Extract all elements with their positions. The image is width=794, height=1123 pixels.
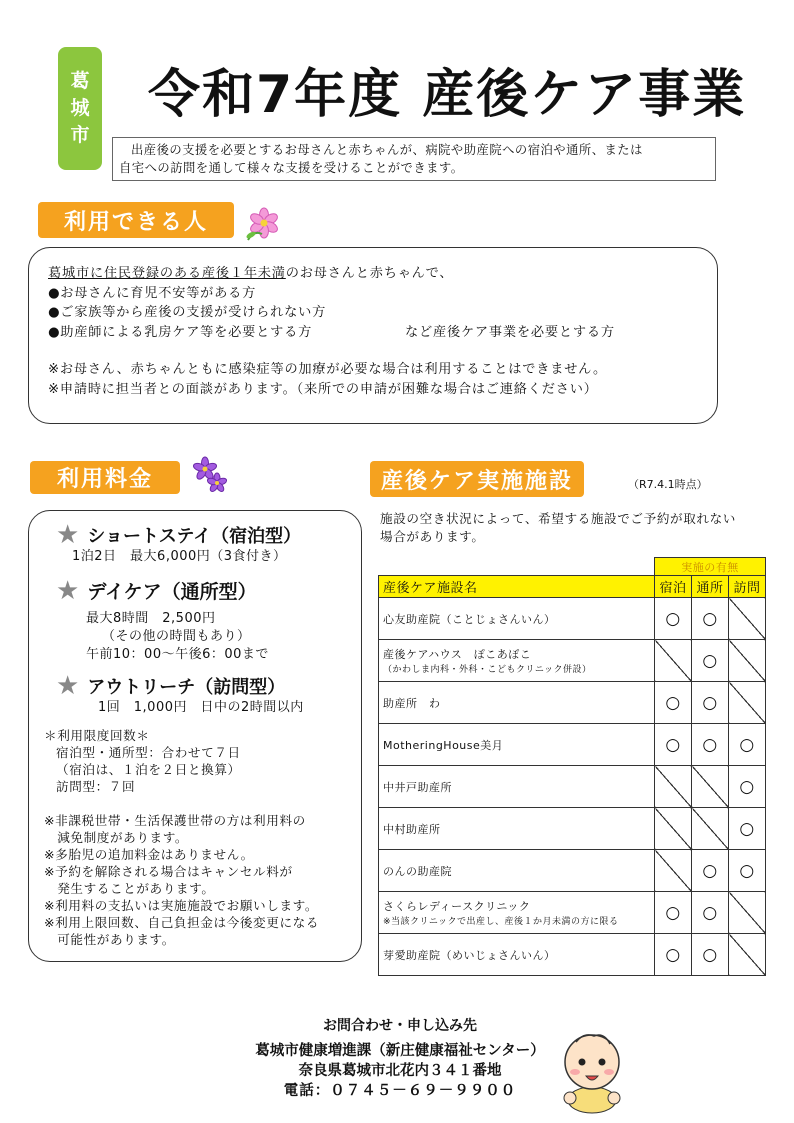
city-char: 市	[70, 124, 90, 146]
availability-day: ○	[692, 892, 729, 934]
star-icon: ★	[56, 671, 80, 701]
contact-dept: 葛城市健康増進課（新庄健康福祉センター）	[255, 1043, 545, 1059]
plan-name: ショートステイ（宿泊型）	[87, 526, 302, 547]
star-icon: ★	[56, 575, 80, 606]
availability-day: ○	[692, 598, 729, 640]
page-title: 令和7年度 産後ケア事業	[148, 65, 747, 125]
group-header: 実施の有無	[655, 558, 766, 576]
availability-visit	[729, 892, 766, 934]
facility-sub: ※当該クリニックで出産し、産後１か月未満の方に限る	[383, 917, 619, 927]
fee-note: 可能性があります。	[44, 932, 175, 947]
facility-name: 芽愛助産院（めいじょさんいん）	[383, 948, 556, 962]
availability-stay	[655, 766, 692, 808]
limit-line: 宿泊型・通所型：合わせて７日	[56, 745, 241, 760]
plan-name: アウトリーチ（訪問型）	[87, 677, 286, 698]
facility-name-cell	[379, 808, 655, 850]
availability-visit: ○	[729, 850, 766, 892]
col-header-name: 産後ケア施設名	[379, 576, 655, 598]
availability-stay: ○	[655, 934, 692, 976]
availability-stay	[655, 808, 692, 850]
eligible-note: ※お母さん、赤ちゃんともに感染症等の加療が必要な場合は利用することはできません。	[48, 362, 607, 377]
fee-note: 減免制度があります。	[44, 830, 189, 845]
availability-day: ○	[692, 934, 729, 976]
table-row	[379, 808, 766, 850]
availability-visit: ○	[729, 766, 766, 808]
col-header-visit: 訪問	[729, 576, 766, 598]
facility-name: 中井戸助産所	[383, 780, 452, 794]
col-header-day: 通所	[692, 576, 729, 598]
limit-title: ＊利用限度回数＊	[44, 728, 150, 743]
as-of-date: （R7.4.1時点）	[628, 478, 708, 491]
availability-visit: ○	[729, 724, 766, 766]
eligible-heading: 利用できる人	[38, 202, 234, 238]
facility-note-line: 場合があります。	[380, 529, 485, 544]
facility-name-cell	[379, 850, 655, 892]
table-row	[379, 934, 766, 976]
eligible-lead	[48, 264, 708, 284]
facility-name-cell	[379, 766, 655, 808]
contact-address: 奈良県葛城市北花内３４１番地	[298, 1063, 502, 1079]
col-header-stay: 宿泊	[655, 576, 692, 598]
availability-day: ○	[692, 724, 729, 766]
availability-stay	[655, 640, 692, 682]
availability-day: ○	[692, 682, 729, 724]
facility-name-cell	[379, 598, 655, 640]
availability-stay: ○	[655, 724, 692, 766]
facility-name-cell	[379, 682, 655, 724]
baby-illustration	[552, 1022, 632, 1114]
table-row	[379, 766, 766, 808]
plan-short-stay	[56, 522, 356, 566]
fee-note: 発生することがあります。	[44, 881, 215, 896]
facilities-heading: 産後ケア実施施設	[370, 461, 584, 497]
facility-table	[378, 557, 766, 976]
flower-icon	[190, 456, 230, 496]
eligible-bullet: ●ご家族等から産後の支援が受けられない方	[48, 305, 327, 320]
availability-day	[692, 808, 729, 850]
availability-day: ○	[692, 640, 729, 682]
facility-note	[380, 510, 770, 546]
availability-visit	[729, 682, 766, 724]
fee-note: ※利用上限回数、自己負担金は今後変更になる	[44, 915, 320, 930]
fee-notes	[44, 812, 356, 948]
facility-name-cell	[379, 892, 655, 934]
star-icon: ★	[56, 520, 80, 550]
fee-note: ※利用料の支払いは実施施設でお願いします。	[44, 898, 319, 913]
table-row	[379, 598, 766, 640]
table-row	[379, 892, 766, 934]
availability-stay: ○	[655, 598, 692, 640]
availability-stay: ○	[655, 682, 692, 724]
eligible-bullet-suffix: など産後ケア事業を必要とする方	[405, 324, 615, 340]
limit-line: 訪問型：７回	[56, 779, 136, 794]
contact-phone: 電話：０７４５－６９－９９００	[283, 1083, 517, 1099]
eligible-text	[48, 264, 708, 399]
intro-line: 自宅への訪問を通して様々な支援を受けることができます。	[119, 161, 464, 175]
eligible-lead-rest: のお母さんと赤ちゃんで、	[285, 266, 454, 281]
plan-detail: 午前10：00～午後6：00まで	[86, 647, 269, 662]
plan-day-care	[56, 577, 356, 664]
plan-detail: 最大8時間 2,500円	[86, 611, 216, 626]
availability-stay: ○	[655, 892, 692, 934]
city-char: 葛	[70, 70, 90, 92]
contact-title: お問合わせ・申し込み先	[323, 1018, 477, 1034]
plan-detail: 1回 1,000円 日中の2時間以内	[98, 700, 304, 715]
fee-note: ※予約を解除される場合はキャンセル料が	[44, 864, 293, 879]
table-row	[379, 724, 766, 766]
facility-name: 産後ケアハウス ぽこあぽこ	[383, 648, 532, 661]
facility-name: 中村助産所	[383, 822, 441, 836]
intro-line: 出産後の支援を必要とするお母さんと赤ちゃんが、病院や助産院への宿泊や通所、または	[131, 143, 643, 157]
city-char: 城	[70, 97, 90, 119]
fee-note: ※非課税世帯・生活保護世帯の方は利用料の	[44, 813, 306, 828]
usage-limits	[44, 727, 344, 795]
facility-sub: （かわしま内科・外科・こどもクリニック併設）	[383, 665, 592, 675]
eligible-bullet: ●お母さんに育児不安等がある方	[48, 285, 257, 301]
facility-name: MotheringHouse美月	[383, 738, 504, 752]
availability-day: ○	[692, 850, 729, 892]
table-row	[379, 682, 766, 724]
intro-box	[112, 137, 716, 181]
flower-icon	[244, 204, 284, 244]
plan-detail: （その他の時間もあり）	[102, 629, 251, 644]
fees-heading: 利用料金	[30, 461, 180, 494]
facility-name: のんの助産院	[383, 864, 452, 878]
limit-line: （宿泊は、１泊を２日と換算）	[56, 762, 241, 777]
eligible-bullet: ●助産師による乳房ケア等を必要とする方	[48, 324, 313, 340]
availability-visit	[729, 598, 766, 640]
eligible-lead-underlined: 葛城市に住民登録のある産後１年未満	[48, 266, 286, 281]
facility-name-cell	[379, 724, 655, 766]
table-row	[379, 850, 766, 892]
facility-name: 心友助産院（ことじょさんいん）	[383, 612, 556, 626]
plan-name: デイケア（通所型）	[87, 581, 257, 603]
city-tag	[58, 47, 102, 170]
facility-name: さくらレディースクリニック	[383, 900, 531, 913]
plan-detail: 1泊2日 最大6,000円（3食付き）	[72, 549, 287, 564]
eligible-note: ※申請時に担当者との面談があります。（来所での申請が困難な場合はご連絡ください）	[48, 381, 598, 397]
availability-stay	[655, 850, 692, 892]
eligible-bullet-row	[48, 323, 708, 343]
availability-visit	[729, 640, 766, 682]
facility-name: 助産所 わ	[383, 696, 441, 710]
availability-visit: ○	[729, 808, 766, 850]
facility-note-line: 施設の空き状況によって、希望する施設でご予約が取れない	[380, 511, 736, 526]
facility-name-cell	[379, 640, 655, 682]
table-row	[379, 640, 766, 682]
fee-note: ※多胎児の追加料金はありません。	[44, 847, 254, 862]
availability-visit	[729, 934, 766, 976]
plan-outreach	[56, 673, 356, 717]
facility-name-cell	[379, 934, 655, 976]
availability-day	[692, 766, 729, 808]
